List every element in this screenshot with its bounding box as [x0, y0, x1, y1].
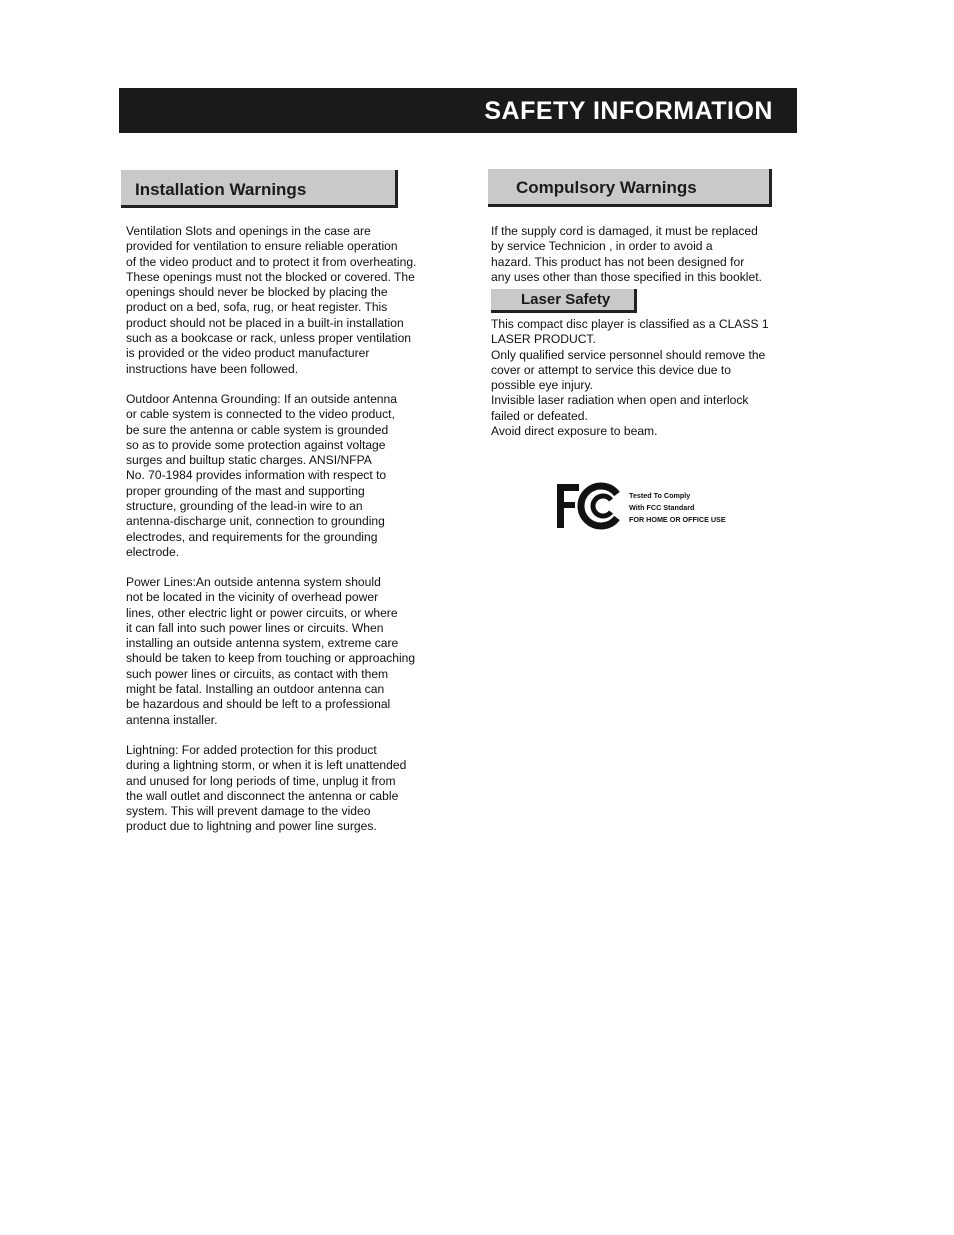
title-bar	[119, 88, 797, 133]
antenna-grounding-paragraph	[126, 392, 397, 560]
text-line: any uses other than those specified in this booklet.	[491, 269, 762, 284]
text-line: the wall outlet and disconnect the antenna or cable	[126, 788, 399, 803]
text-line: instructions have been followed.	[126, 361, 299, 376]
text-line: No. 70-1984 provides information with respect to	[126, 468, 387, 483]
power-lines-paragraph	[126, 575, 415, 728]
text-line: be sure the antenna or cable system is grounded	[126, 422, 389, 437]
text-line: Avoid direct exposure to beam.	[491, 424, 658, 439]
text-line: such as a bookcase or rack, unless proper ventilation	[126, 331, 412, 346]
text-line: These openings must not the blocked or covered. The	[126, 269, 415, 284]
text-line: LASER PRODUCT.	[491, 332, 596, 347]
text-line: installing an outside antenna system, extreme care	[126, 636, 399, 651]
text-line: of the video product and to protect it from overheating.	[126, 254, 417, 269]
text-line: Power Lines:An outside antenna system should	[126, 575, 381, 589]
text-line: possible eye injury.	[491, 378, 593, 393]
text-line: system. This will prevent damage to the video	[126, 804, 371, 819]
compulsory-warnings-heading: Compulsory Warnings	[488, 169, 772, 207]
text-line: or cable system is connected to the video product,	[126, 407, 395, 422]
text-line: Outdoor Antenna Grounding: If an outside antenna	[126, 392, 397, 406]
text-line: antenna installer.	[126, 712, 218, 727]
text-line: lines, other electric light or power circuits, or where	[126, 605, 398, 620]
text-line: If the supply cord is damaged, it must be replaced	[491, 224, 758, 238]
laser-paragraph	[491, 317, 769, 439]
text-line: not be located in the vicinity of overhead power	[126, 590, 379, 605]
text-line: and unused for long periods of time, unplug it from	[126, 773, 396, 788]
text-line: openings should never be blocked by placing the	[126, 285, 388, 300]
text-line: Only qualified service personnel should remove the	[491, 347, 766, 362]
text-line: structure, grounding of the lead-in wire to an	[126, 499, 363, 514]
text-line: surges and builtup static charges. ANSI/NFPA	[126, 453, 372, 468]
fcc-line-2: With FCC Standard	[629, 503, 695, 512]
text-line: hazard. This product has not been designed for	[491, 254, 745, 269]
fcc-mark	[555, 482, 745, 530]
text-line: such power lines or circuits, as contact with them	[126, 666, 389, 681]
laser-safety-heading: Laser Safety	[491, 289, 637, 313]
text-line: failed or defeated.	[491, 408, 588, 423]
text-line: so as to provide some protection against voltage	[126, 437, 386, 452]
text-line: cover or attempt to service this device due to	[491, 362, 731, 377]
installation-warnings-heading: Installation Warnings	[121, 170, 398, 208]
text-line: provided for ventilation to ensure reliable operation	[126, 239, 398, 254]
text-line: Invisible laser radiation when open and interlock	[491, 393, 749, 408]
lightning-paragraph	[126, 743, 406, 835]
text-line: proper grounding of the mast and supporting	[126, 483, 365, 498]
text-line: electrodes, and requirements for the grounding	[126, 529, 378, 544]
ventilation-paragraph	[126, 224, 416, 377]
text-line: might be fatal. Installing an outdoor antenna can	[126, 682, 385, 697]
fcc-line-3: FOR HOME OR OFFICE USE	[629, 515, 726, 524]
text-line: This compact disc player is classified as a CLASS 1	[491, 317, 769, 331]
text-line: it can fall into such power lines or circuits. When	[126, 620, 384, 635]
text-line: electrode.	[126, 544, 180, 559]
text-line: is provided or the video product manufacturer	[126, 346, 370, 361]
text-line: product due to lightning and power line surges.	[126, 819, 377, 834]
text-line: Ventilation Slots and openings in the case are	[126, 224, 371, 238]
text-line: be hazardous and should be left to a professional	[126, 697, 391, 712]
text-line: antenna-discharge unit, connection to grounding	[126, 514, 385, 529]
text-line: during a lightning storm, or when it is left unattended	[126, 758, 407, 773]
fcc-logo-icon	[555, 482, 625, 530]
text-line: should be taken to keep from touching or approaching	[126, 651, 416, 666]
text-line: product on a bed, sofa, rug, or heat register. This	[126, 300, 388, 315]
compulsory-paragraph	[491, 224, 762, 285]
page-title: SAFETY INFORMATION	[484, 97, 773, 125]
text-line: by service Technicion , in order to avoid a	[491, 239, 713, 254]
text-line: Lightning: For added protection for this product	[126, 743, 377, 757]
text-line: product should not be placed in a built-in installation	[126, 315, 404, 330]
fcc-line-1: Tested To Comply	[629, 491, 691, 500]
